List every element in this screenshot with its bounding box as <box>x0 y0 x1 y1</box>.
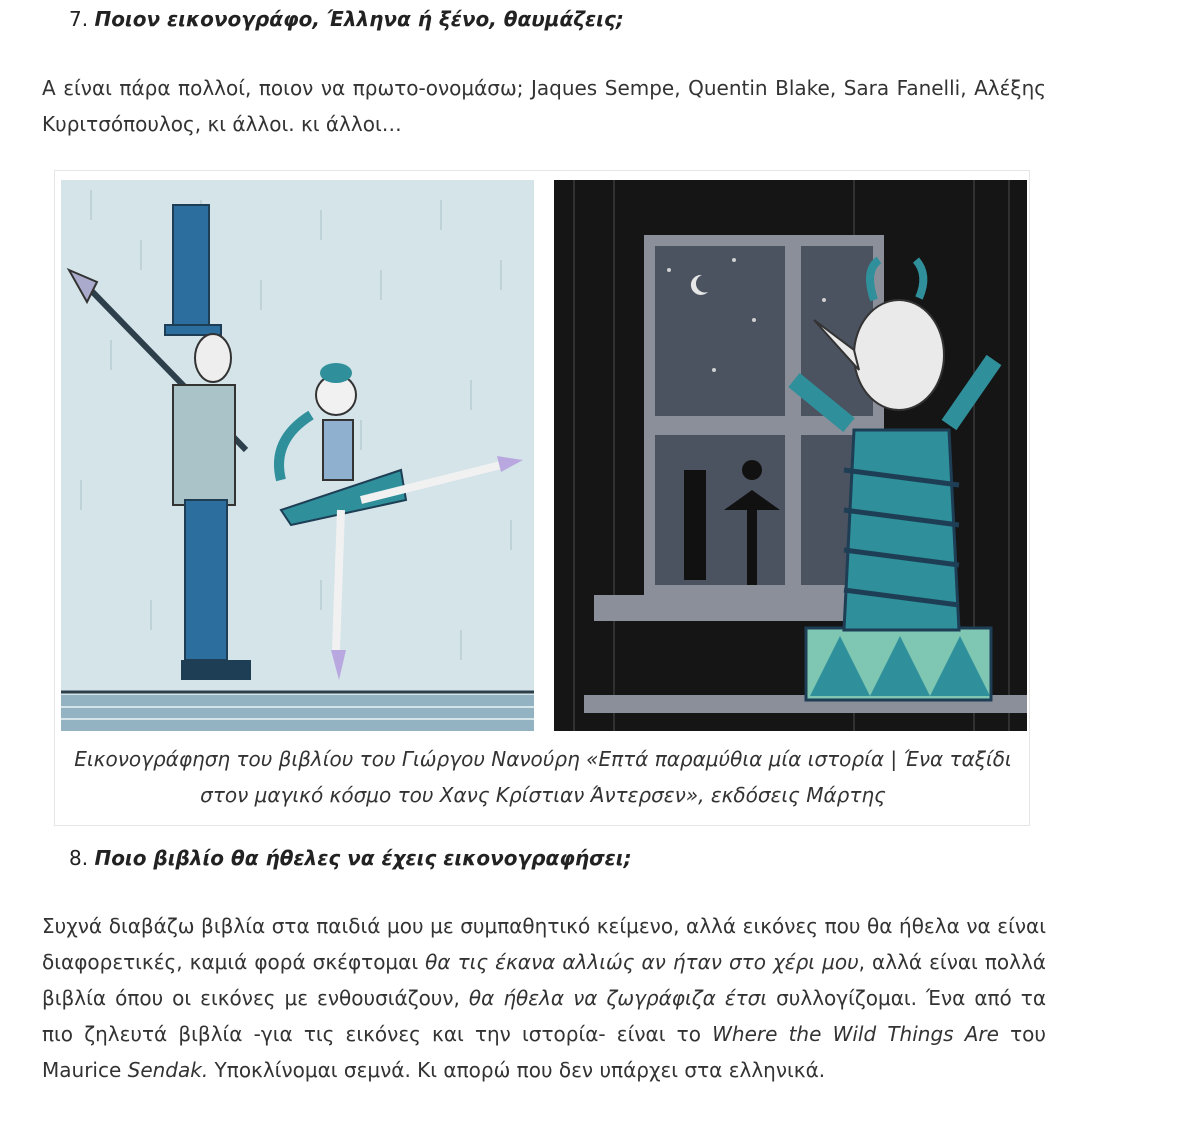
question-text: Ποιον εικονογράφο, Έλληνα ή ξένο, θαυμάζεις; <box>94 7 624 31</box>
book-title: Where the Wild Things Are <box>712 1022 999 1046</box>
illustration-figure <box>54 170 1030 826</box>
illustration-night-window <box>554 180 1027 731</box>
question-8 <box>69 844 632 872</box>
illustration-soldier-ballerina <box>61 180 534 731</box>
caption-line-2: στον μαγικό κόσμο του Χανς Κρίστιαν Άντερσεν», εκδόσεις Μάρτης <box>200 783 886 807</box>
caption-line-1: Εικονογράφηση του βιβλίου του Γιώργου Νανούρη «Επτά παραμύθια μία ιστορία | Ένα ταξίδι <box>74 747 1012 771</box>
figure-caption <box>55 741 1031 813</box>
question-text: Ποιο βιβλίο θα ήθελες να έχεις εικονογραφήσει; <box>94 846 632 870</box>
answer-8-text-1: Συχνά διαβάζω βιβλία στα παιδιά μου με συμπαθητικό κείμενο, αλλά εικόνες που θα ήθελα να είναι διαφορετικές, καμιά φορά σκέφτομαι <box>42 914 1046 974</box>
answer-8-text-2: , αλλά είναι πολλά βιβλία όπου οι εικόνες με ενθουσιάζουν, <box>42 950 1046 1010</box>
answer-8-text-5: Υποκλίνομαι σεμνά. Κι απορώ που δεν υπάρχει στα ελληνικά. <box>208 1058 826 1082</box>
answer-8-italic-1: θα τις έκανα αλλιώς αν ήταν στο χέρι μου <box>425 950 859 974</box>
answer-8 <box>42 908 1046 1088</box>
question-number: 7. <box>69 7 89 31</box>
answer-7: Α είναι πάρα πολλοί, ποιον να πρωτο-ονομάσω; Jaques Sempe, Quentin Blake, Sara Fanelli, Αλέξης Κυριτσόπουλος, κι άλλοι. κι άλλοι… <box>42 76 1046 136</box>
answer-8-text-3: συλλογίζομαι. Ένα από τα πιο ζηλευτά βιβλία -για τις εικόνες και την ιστορία- είναι το <box>42 986 1047 1046</box>
author-surname: Sendak. <box>127 1058 209 1082</box>
answer-8-text-4: του Maurice <box>42 1022 1046 1082</box>
question-number: 8. <box>69 846 89 870</box>
answer-8-italic-2: θα ήθελα να ζωγράφιζα έτσι <box>468 986 768 1010</box>
question-7 <box>69 5 624 33</box>
